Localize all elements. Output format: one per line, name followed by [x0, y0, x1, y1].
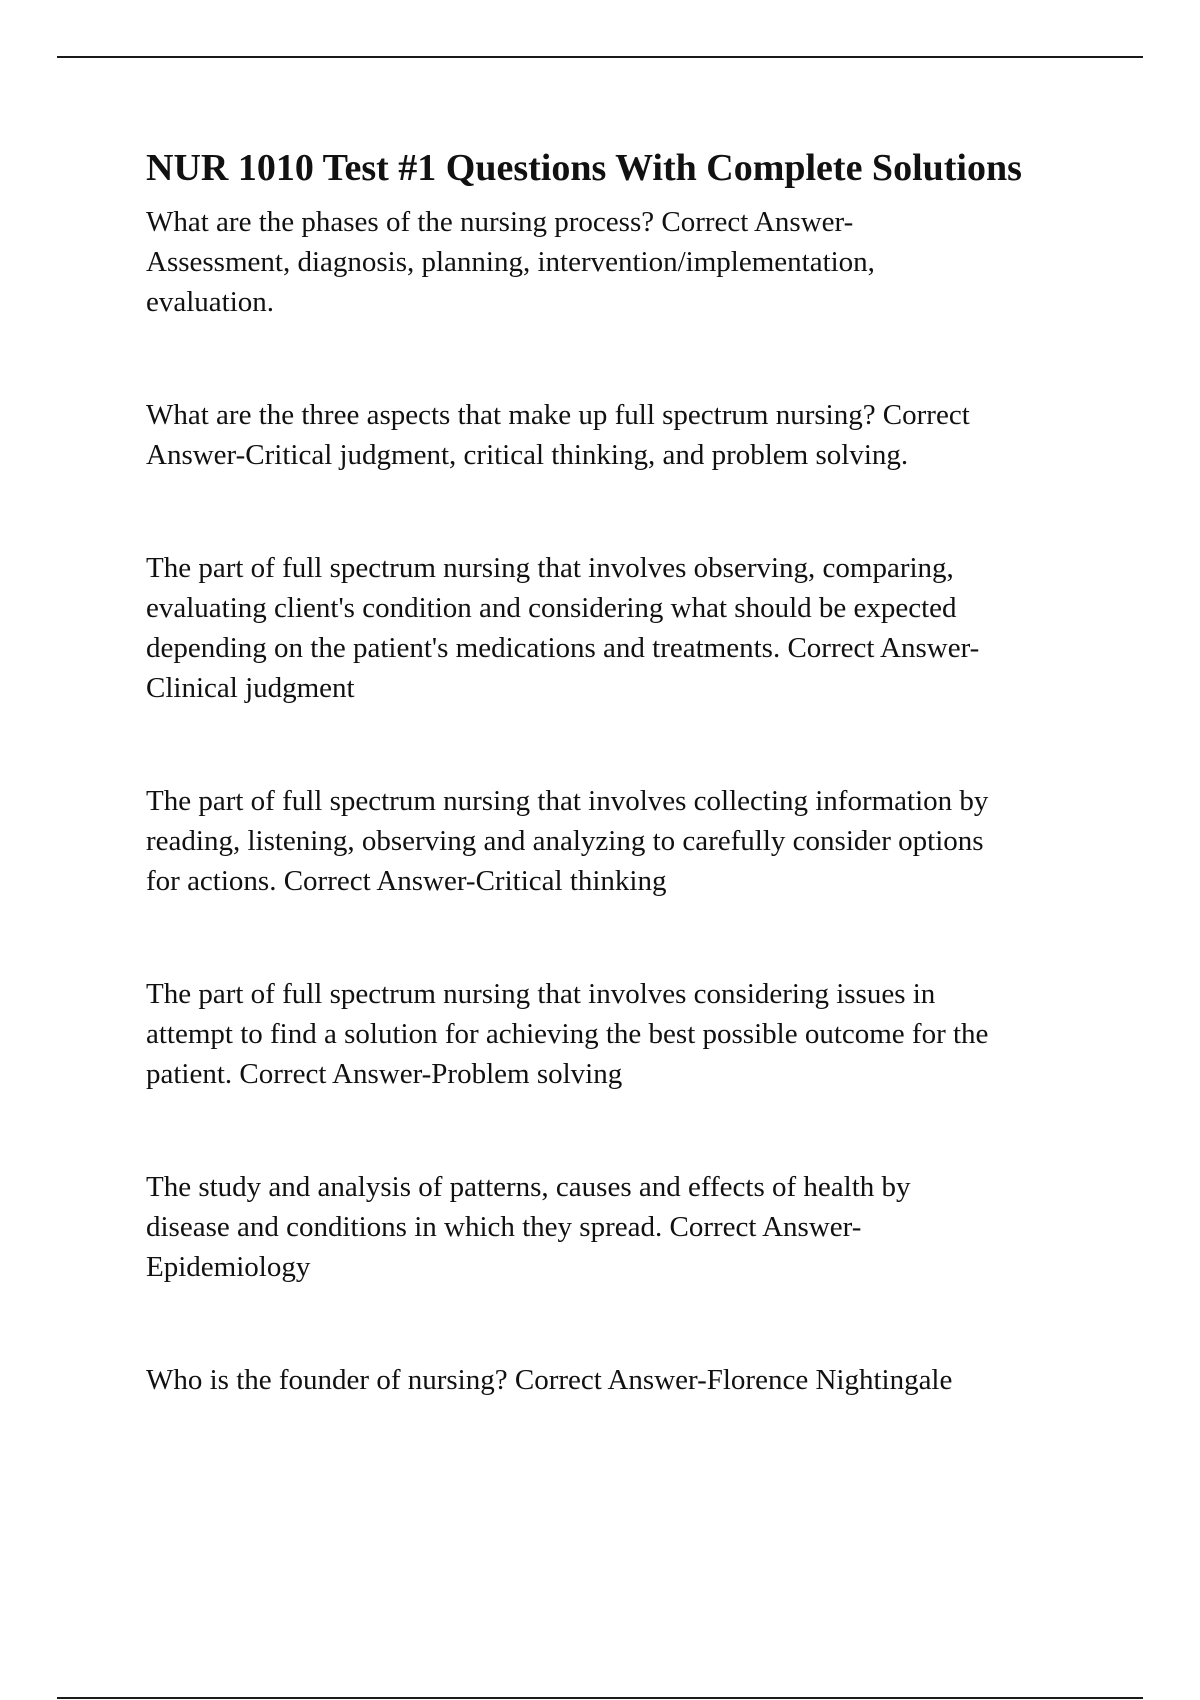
qa-line: Answer-Critical judgment, critical thinking, and problem solving.: [146, 439, 909, 471]
qa-line: What are the three aspects that make up full spectrum nursing? Correct: [146, 399, 970, 431]
qa-line: evaluating client's condition and considering what should be expected: [146, 592, 957, 624]
qa-line: The part of full spectrum nursing that involves collecting information by: [146, 785, 989, 817]
footer-rule: [57, 1697, 1143, 1699]
qa-item-problem-solving: [146, 974, 1096, 1094]
qa-line: attempt to find a solution for achieving the best possible outcome for the: [146, 1018, 989, 1050]
document-body: [146, 143, 1096, 1400]
qa-item-critical-thinking: [146, 781, 1096, 901]
qa-line: patient. Correct Answer-Problem solving: [146, 1058, 623, 1090]
qa-item-epidemiology: [146, 1167, 1096, 1287]
qa-line: for actions. Correct Answer-Critical thinking: [146, 865, 667, 897]
qa-line: Epidemiology: [146, 1251, 311, 1283]
qa-line: The study and analysis of patterns, causes and effects of health by: [146, 1171, 911, 1203]
qa-line: The part of full spectrum nursing that involves considering issues in: [146, 978, 936, 1010]
qa-line: disease and conditions in which they spread. Correct Answer-: [146, 1211, 862, 1243]
qa-line: The part of full spectrum nursing that involves observing, comparing,: [146, 552, 954, 584]
qa-item-clinical-judgment: [146, 548, 1096, 708]
header-rule: [57, 56, 1143, 58]
qa-item-founder-of-nursing: [146, 1360, 1096, 1400]
qa-line: Assessment, diagnosis, planning, intervention/implementation,: [146, 246, 875, 278]
qa-item-full-spectrum-aspects: [146, 395, 1096, 475]
qa-line: depending on the patient's medications and treatments. Correct Answer-: [146, 632, 980, 664]
qa-item-phases-nursing-process: [146, 202, 1096, 322]
qa-line: evaluation.: [146, 286, 275, 318]
qa-line: Clinical judgment: [146, 672, 355, 704]
qa-line: Who is the founder of nursing? Correct Answer-Florence Nightingale: [146, 1364, 953, 1396]
document-title: NUR 1010 Test #1 Questions With Complete Solutions: [146, 147, 1022, 189]
qa-line: What are the phases of the nursing process? Correct Answer-: [146, 206, 854, 238]
qa-line: reading, listening, observing and analyzing to carefully consider options: [146, 825, 984, 857]
